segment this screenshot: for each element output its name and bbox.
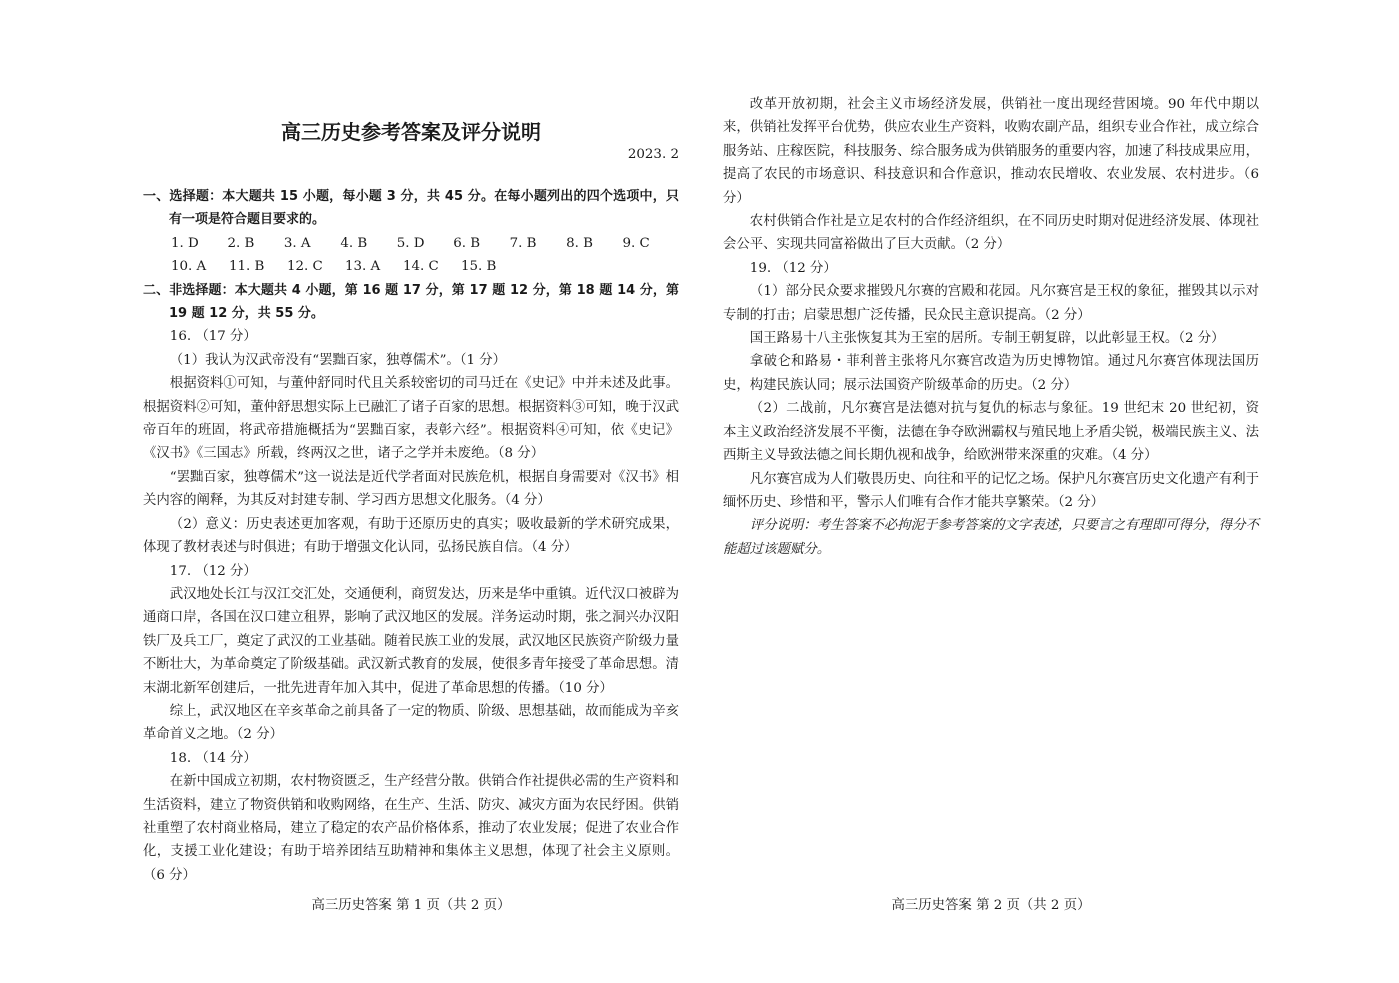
- q17-label: 17. （12 分）: [169, 563, 257, 579]
- q18-label: 18. （14 分）: [169, 750, 257, 766]
- q18-paragraph: 农村供销合作社是立足农村的合作经济组织，在不同历史时期对促进经济发展、体现社会公平、实现共同富裕做出了巨大贡献。（2 分）: [723, 214, 1259, 253]
- answer-11: 11. B: [229, 259, 265, 275]
- q19-paragraph: 凡尔赛宫成为人们敬畏历史、向往和平的记忆之场。保护凡尔赛宫历史文化遗产有利于缅怀历史、珍惜和平，警示人们唯有合作才能共享繁荣。（2 分）: [723, 471, 1259, 510]
- answer-12: 12. C: [287, 259, 323, 275]
- answer-row-2: [143, 255, 679, 278]
- footer-page-2: 高三历史答案 第 2 页（共 2 页）: [891, 898, 1091, 913]
- q16-paragraph: 根据资料①可知，与董仲舒同时代且关系较密切的司马迁在《史记》中并未述及此事。根据资料②可知，董仲舒思想实际上已融汇了诸子百家的思想。根据资料③可知，晚于汉武帝百年的班固，将武帝措施概括为“罢黜百家，表彰六经”。根据资料④可知，依《史记》《汉书》《三国志》所载，终两汉之世，诸子之学并未废绝。（8 分）: [143, 376, 679, 462]
- q19-paragraph: （2）二战前，凡尔赛宫是法德对抗与复仇的标志与象征。19 世纪末 20 世纪初，资本主义政治经济发展不平衡，法德在争夺欧洲霸权与殖民地上矛盾尖锐，极端民族主义、法西斯主义导致法德之间长期仇视和战争，给欧洲带来深重的灾难。（4 分）: [723, 401, 1259, 464]
- q18-paragraph: 改革开放初期，社会主义市场经济发展，供销社一度出现经营困境。90 年代中期以来，供销社发挥平台优势，供应农业生产资料，收购农副产品，组织专业合作社，成立综合服务站、庄稼医院，科技服务、综合服务成为供销服务的重要内容，加速了科技成果应用，提高了农民的市场意识、科技意识和合作意识，推动农民增收、农业发展、农村进步。（6 分）: [723, 97, 1259, 206]
- answer-10: 10. A: [171, 259, 207, 275]
- q16-label: 16. （17 分）: [169, 329, 257, 345]
- section-2-heading: 二、非选择题：本大题共 4 小题，第 16 题 17 分，第 17 题 12 分，第 18 题 14 分，第 19 题 12 分，共 55 分。: [143, 282, 679, 322]
- section-1-heading: 一、选择题：本大题共 15 小题，每小题 3 分，共 45 分。在每小题列出的四个选项中，只有一项是符合题目要求的。: [143, 189, 679, 228]
- answer-14: 14. C: [403, 259, 439, 275]
- answer-6: 6. B: [453, 235, 481, 251]
- footer-page-1: 高三历史答案 第 1 页（共 2 页）: [311, 898, 511, 913]
- q17-paragraph: 综上，武汉地区在辛亥革命之前具备了一定的物质、阶级、思想基础，故而能成为辛亥革命首义之地。（2 分）: [143, 703, 679, 743]
- q19-paragraph: 国王路易十八主张恢复其为王室的居所。专制王朝复辟，以此彰显王权。（2 分）: [749, 331, 1225, 347]
- answer-15: 15. B: [461, 259, 497, 275]
- answer-row-1: [143, 232, 679, 255]
- answer-1: 1. D: [171, 235, 199, 251]
- answer-4: 4. B: [340, 235, 368, 251]
- page-2-body: [723, 93, 1259, 561]
- q19-paragraph: 拿破仑和路易・菲利普主张将凡尔赛宫改造为历史博物馆。通过凡尔赛宫体现法国历史，构建民族认同；展示法国资产阶级革命的历史。（2 分）: [723, 354, 1259, 393]
- answer-8: 8. B: [566, 235, 593, 251]
- date: 2023. 2: [627, 147, 679, 162]
- q17-paragraph: 武汉地处长江与汉江交汇处，交通便利，商贸发达，历来是华中重镇。近代汉口被辟为通商口岸，各国在汉口建立租界，影响了武汉地区的发展。洋务运动时期，张之洞兴办汉阳铁厂及兵工厂，奠定了武汉的工业基础。随着民族工业的发展，武汉地区民族资产阶级力量不断壮大，为革命奠定了阶级基础。武汉新式教育的发展，使很多青年接受了革命思想。清末湖北新军创建后，一批先进青年加入其中，促进了革命思想的传播。（10 分）: [143, 586, 679, 696]
- scoring-note: 评分说明：考生答案不必拘泥于参考答案的文字表述，只要言之有理即可得分，得分不能超过该题赋分。: [723, 518, 1259, 557]
- page-title: 高三历史参考答案及评分说明: [281, 120, 541, 144]
- answer-5: 5. D: [396, 235, 425, 251]
- q16-paragraph: “罢黜百家，独尊儒术”这一说法是近代学者面对民族危机，根据自身需要对《汉书》相关内容的阐释，为其反对封建专制、学习西方思想文化服务。（4 分）: [143, 469, 679, 509]
- answer-9: 9. C: [622, 235, 650, 251]
- q16-paragraph: （2）意义：历史表述更加客观，有助于还原历史的真实；吸收最新的学术研究成果，体现了教材表述与时俱进；有助于增强文化认同，弘扬民族自信。（4 分）: [143, 516, 679, 556]
- q19-label: 19. （12 分）: [749, 260, 837, 276]
- answer-7: 7. B: [509, 235, 537, 251]
- page-1-body: [143, 185, 679, 887]
- answer-2: 2. B: [227, 235, 255, 251]
- q16-paragraph: （1）我认为汉武帝没有“罢黜百家，独尊儒术”。（1 分）: [169, 352, 507, 368]
- answer-13: 13. A: [345, 259, 381, 275]
- q19-paragraph: （1）部分民众要求摧毁凡尔赛的宫殿和花园。凡尔赛宫是王权的象征，摧毁其以示对专制的打击；启蒙思想广泛传播，民众民主意识提高。（2 分）: [723, 284, 1259, 323]
- answer-3: 3. A: [283, 235, 311, 251]
- q18-paragraph: 在新中国成立初期，农村物资匮乏，生产经营分散。供销合作社提供必需的生产资料和生活资料，建立了物资供销和收购网络，在生产、生活、防灾、减灾方面为农民纾困。供销社重塑了农村商业格局，建立了稳定的农产品价格体系，推动了农业发展；促进了农业合作化，支援工业化建设；有助于培养团结互助精神和集体主义思想，体现了社会主义原则。（6 分）: [143, 774, 679, 883]
